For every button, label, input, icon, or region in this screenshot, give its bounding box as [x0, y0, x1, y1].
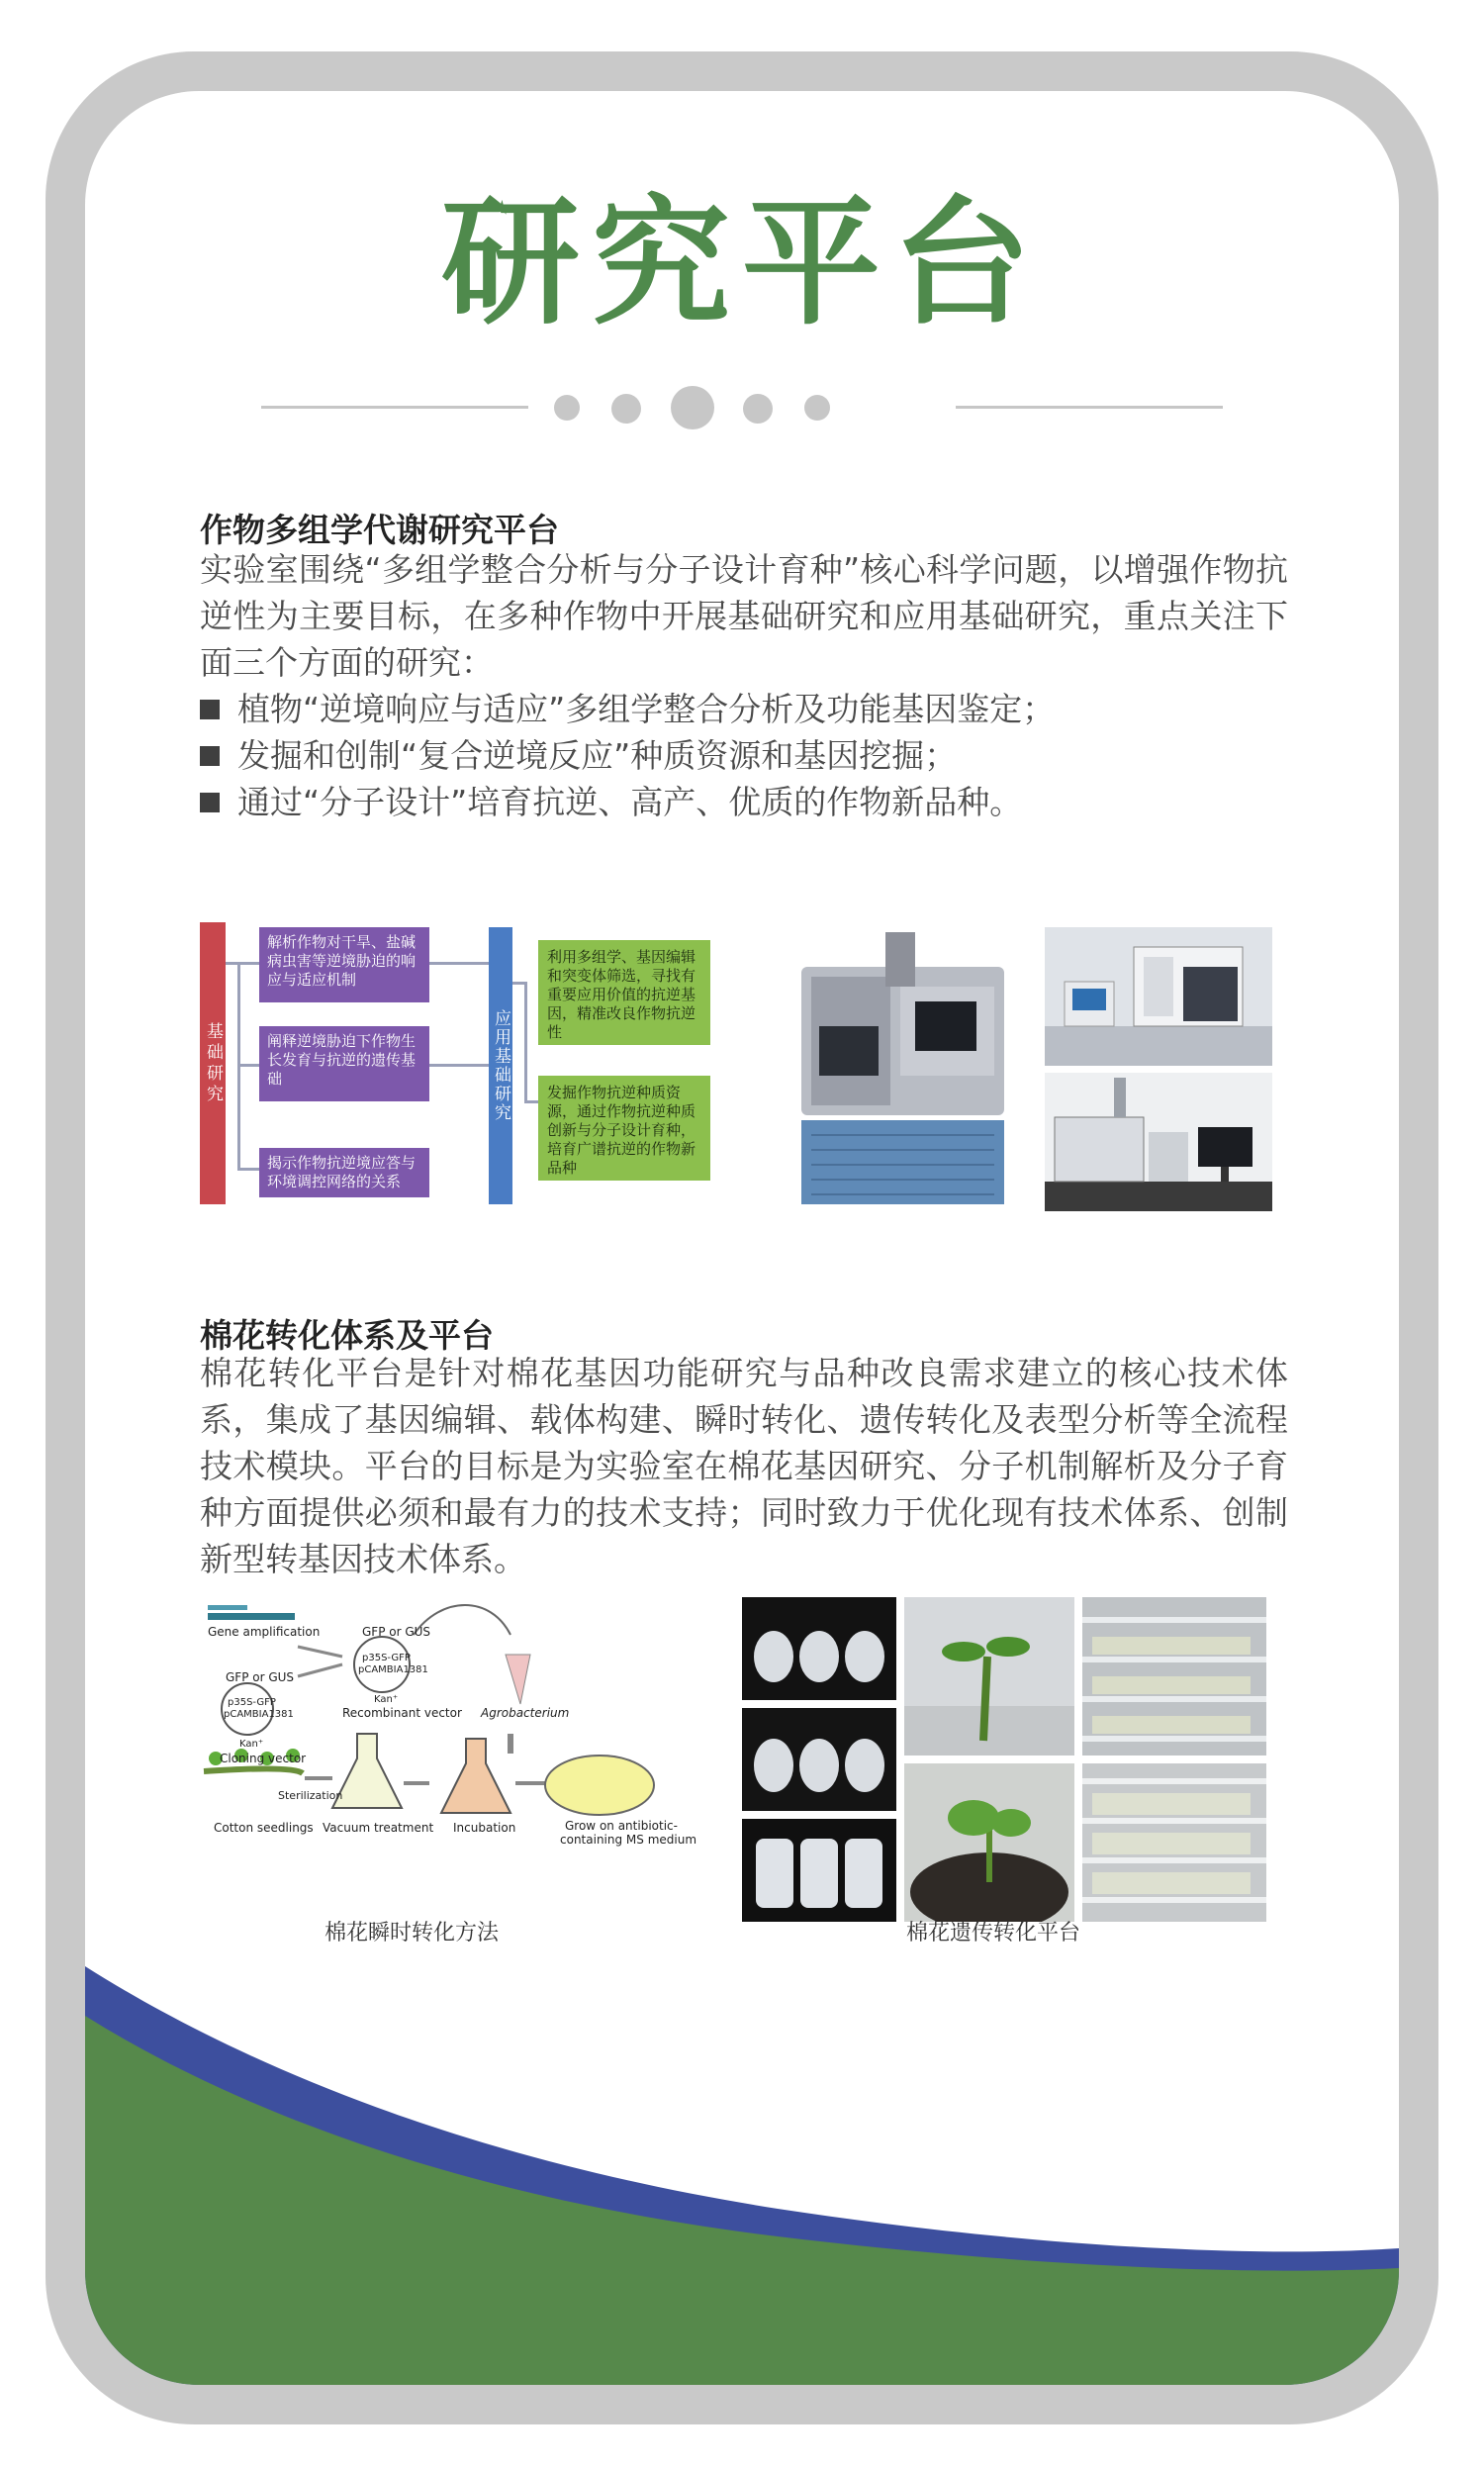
title-divider-left: [261, 406, 528, 409]
poster-panel: [85, 91, 1399, 2385]
divider-dot: [804, 395, 830, 421]
cotton-seedling-photo: [904, 1597, 1074, 1756]
bottom-wave-decoration: [85, 91, 1399, 2385]
diagram-label: Incubation: [453, 1821, 516, 1835]
basic-research-box: 揭示作物抗逆境应答与环境调控网络的关系: [259, 1148, 429, 1197]
diagram-label: containing MS medium: [560, 1833, 697, 1847]
diagram-label: GFP or GUS: [226, 1670, 295, 1684]
diagram-label: Cloning vector: [220, 1752, 307, 1765]
section2-paragraph: 棉花转化平台是针对棉花基因功能研究与品种改良需求建立的核心技术体系，集成了基因编辑、载体构建、瞬时转化、遗传转化及表型分析等全流程技术模块。平台的目标是为实验室在棉花基因研究、分子机制解析及分子育种方面提供必须和最有力的技术支持；同时致力于优化现有技术体系、创制新型转基因技术体系。: [200, 1354, 1288, 1578]
basic-research-box: 解析作物对干旱、盐碱病虫害等逆境胁迫的响应与适应机制: [259, 927, 429, 1002]
divider-dot: [554, 395, 580, 421]
diagram-label: Agrobacterium: [481, 1706, 570, 1720]
culture-flask-photo: [742, 1708, 896, 1811]
section1-bullet-list: [200, 686, 1288, 825]
applied-research-box: 利用多组学、基因编辑和突变体筛选，寻找有重要应用价值的抗逆基因，精准改良作物抗逆性: [538, 940, 710, 1045]
connector-line: [524, 1100, 538, 1103]
connector-line: [429, 962, 489, 965]
square-bullet-icon: [200, 793, 220, 812]
connector-line: [524, 982, 527, 1100]
section2-title: 棉花转化体系及平台: [200, 1316, 494, 1355]
square-bullet-icon: [200, 746, 220, 766]
applied-research-box: 发掘作物抗逆种质资源，通过作物抗逆种质创新与分子设计育种，培育广谱抗逆的作物新品种: [538, 1076, 710, 1181]
transient-transformation-diagram: [194, 1595, 827, 1892]
title-divider-right: [956, 406, 1223, 409]
diagram-label: Recombinant vector: [342, 1706, 462, 1720]
basic-research-box: 阐释逆境胁迫下作物生长发育与抗逆的遗传基础: [259, 1026, 429, 1101]
figure-caption-left: 棉花瞬时转化方法: [324, 1921, 499, 1946]
basic-research-bar: 基础研究: [200, 922, 226, 1204]
connector-line: [237, 1168, 259, 1171]
diagram-label: Kan⁺: [239, 1739, 264, 1750]
culture-flask-photo: [742, 1819, 896, 1922]
tissue-culture-room-photo: [1082, 1597, 1266, 1756]
diagram-label: pCAMBIA1381: [224, 1709, 294, 1720]
diagram-label: Sterilization: [278, 1789, 343, 1802]
bullet-item: 植物“逆境响应与适应”多组学整合分析及功能基因鉴定；: [200, 686, 1288, 732]
page-title: 研究平台: [440, 183, 1043, 344]
lab-instrument-photo: [1045, 927, 1272, 1066]
applied-research-bar: 应用基础研究: [489, 927, 512, 1204]
section1-title: 作物多组学代谢研究平台: [200, 511, 559, 549]
bullet-item: 通过“分子设计”培育抗逆、高产、优质的作物新品种。: [200, 779, 1288, 825]
divider-dot: [743, 394, 773, 424]
connector-line: [429, 1064, 489, 1067]
diagram-label: p35S-GFP: [228, 1697, 276, 1708]
mass-spectrometer-image: [791, 917, 1019, 1212]
diagram-label: Vacuum treatment: [323, 1821, 434, 1835]
cotton-seedling-photo: [904, 1763, 1074, 1922]
diagram-label: p35S-GFP: [362, 1653, 411, 1663]
connector-line: [237, 962, 259, 965]
square-bullet-icon: [200, 700, 220, 719]
divider-dot: [611, 394, 641, 424]
figure-caption-right: 棉花遗传转化平台: [905, 1921, 1080, 1946]
diagram-label: Grow on antibiotic-: [565, 1819, 678, 1833]
section1-paragraph: 实验室围绕“多组学整合分析与分子设计育种”核心科学问题，以增强作物抗逆性为主要目标，在多种作物中开展基础研究和应用基础研究，重点关注下面三个方面的研究：: [200, 550, 1288, 682]
diagram-label: Kan⁺: [374, 1694, 399, 1705]
divider-dot: [671, 386, 714, 429]
diagram-label: Gene amplification: [208, 1625, 321, 1639]
diagram-label: Cotton seedlings: [214, 1821, 314, 1835]
lab-instrument-photo: [1045, 1073, 1272, 1211]
diagram-label: pCAMBIA1381: [358, 1664, 428, 1675]
diagram-label: GFP or GUS: [362, 1625, 431, 1639]
culture-flask-photo: [742, 1597, 896, 1700]
bullet-item: 发掘和创制“复合逆境反应”种质资源和基因挖掘；: [200, 732, 1288, 779]
tissue-culture-room-photo: [1082, 1763, 1266, 1922]
connector-line: [237, 1064, 259, 1067]
poster-frame: [46, 51, 1438, 2424]
